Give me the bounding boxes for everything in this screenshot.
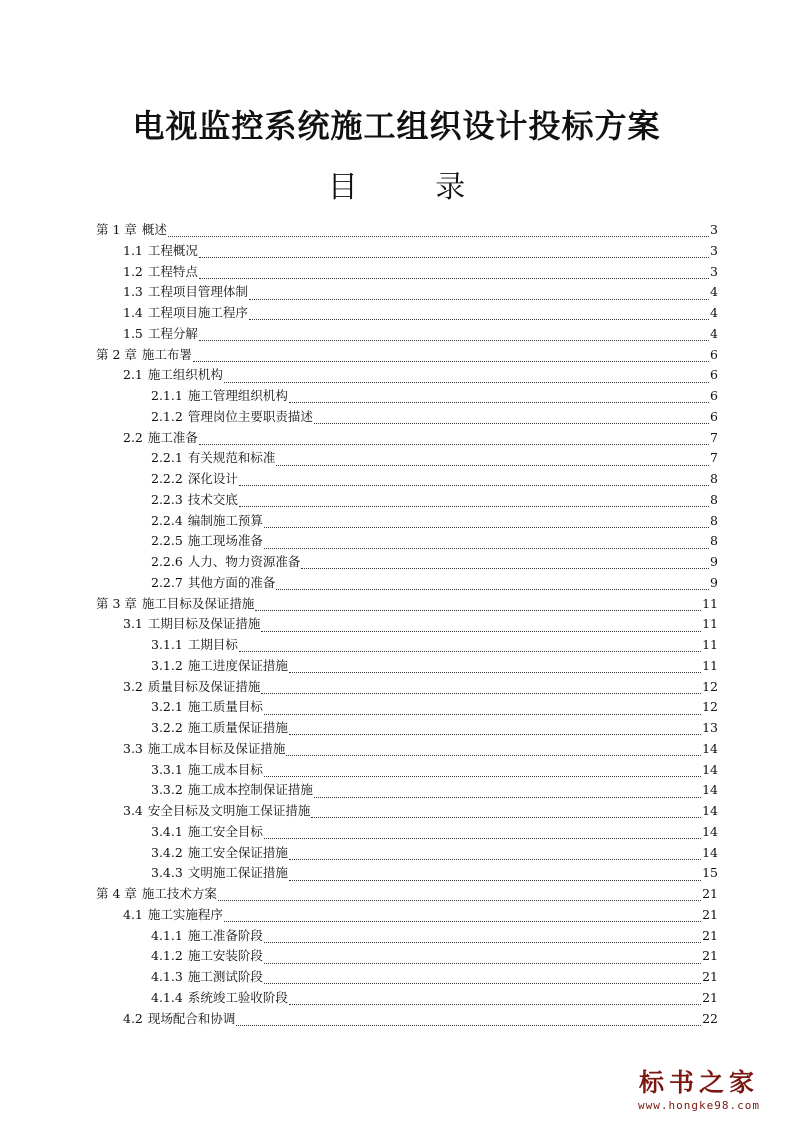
toc-dot-leader <box>311 806 701 818</box>
toc-dot-leader <box>276 454 709 466</box>
toc-entry[interactable] <box>96 365 718 386</box>
toc-dot-leader <box>289 391 709 403</box>
toc-entry-title: 编制施工预算 <box>187 512 263 528</box>
toc-entry-number: 3.3.1 <box>151 761 183 777</box>
toc-entry-title: 施工现场准备 <box>187 533 263 549</box>
toc-entry[interactable] <box>96 282 718 303</box>
toc-entry-page: 21 <box>702 969 718 984</box>
toc-entry[interactable] <box>96 552 718 573</box>
toc-entry-page: 6 <box>710 388 718 403</box>
toc-entry-page: 22 <box>702 1010 718 1026</box>
toc-entry-number: 3.2.1 <box>151 699 183 715</box>
toc-entry[interactable] <box>96 801 718 822</box>
toc-entry-title: 人力、物力资源准备 <box>187 554 301 569</box>
toc-entry-title: 施工安全保证措施 <box>187 844 288 860</box>
toc-entry-number: 1.3 <box>123 284 143 300</box>
toc-entry-page: 11 <box>702 637 718 652</box>
toc-entry[interactable] <box>96 635 718 656</box>
toc-entry[interactable] <box>96 967 718 988</box>
toc-entry[interactable] <box>96 884 718 905</box>
toc-entry-title: 管理岗位主要职责描述 <box>187 408 313 424</box>
toc-entry-title: 施工布署 <box>141 346 192 362</box>
toc-entry-title: 工期目标 <box>187 637 238 652</box>
toc-entry-page: 14 <box>702 782 718 798</box>
toc-entry[interactable] <box>96 594 718 615</box>
toc-entry[interactable] <box>96 345 718 366</box>
toc-entry-number: 3.1 <box>123 616 143 632</box>
toc-entry[interactable] <box>96 656 718 677</box>
toc-entry[interactable] <box>96 905 718 926</box>
toc-entry-page: 21 <box>702 906 718 922</box>
toc-entry-title: 工程项目施工程序 <box>147 305 248 320</box>
table-of-contents <box>96 220 718 1029</box>
toc-entry-number: 1.1 <box>123 242 143 258</box>
toc-entry[interactable] <box>96 573 718 594</box>
toc-entry-number: 1.2 <box>123 263 143 279</box>
toc-entry-page: 21 <box>702 886 718 901</box>
toc-entry-title: 施工管理组织机构 <box>187 388 288 403</box>
toc-entry-title: 技术交底 <box>187 491 238 507</box>
toc-dot-leader <box>236 1014 701 1026</box>
toc-entry-page: 9 <box>710 554 718 569</box>
toc-entry-page: 8 <box>710 471 718 486</box>
toc-entry-page: 15 <box>702 865 718 881</box>
toc-entry-page: 3 <box>710 263 718 279</box>
toc-entry-title: 深化设计 <box>187 471 238 486</box>
toc-dot-leader <box>264 765 701 777</box>
toc-entry-number: 2.2.2 <box>151 471 183 486</box>
toc-entry-number: 4.1 <box>123 906 143 922</box>
toc-entry-page: 3 <box>710 222 718 237</box>
toc-heading: 目 录 <box>327 170 488 205</box>
toc-entry-number: 第 1 章 <box>96 222 137 237</box>
toc-dot-leader <box>218 889 701 901</box>
toc-entry-number: 2.1.2 <box>151 408 183 424</box>
toc-entry-title: 施工准备 <box>147 429 198 445</box>
toc-dot-leader <box>289 848 701 860</box>
toc-entry-page: 21 <box>702 927 718 943</box>
toc-entry-title: 其他方面的准备 <box>187 574 276 590</box>
toc-entry[interactable] <box>96 780 718 801</box>
toc-entry-page: 6 <box>710 408 718 424</box>
toc-entry-page: 14 <box>702 803 718 818</box>
toc-dot-leader <box>224 371 709 383</box>
toc-entry[interactable] <box>96 220 718 241</box>
toc-entry-page: 14 <box>702 761 718 777</box>
toc-entry-page: 12 <box>702 678 718 694</box>
toc-entry[interactable] <box>96 1009 718 1030</box>
toc-entry-title: 有关规范和标准 <box>187 450 276 466</box>
toc-entry[interactable] <box>96 262 718 283</box>
toc-entry-number: 4.2 <box>123 1010 143 1026</box>
toc-entry-title: 施工组织机构 <box>147 367 223 383</box>
toc-entry-title: 施工实施程序 <box>147 906 223 922</box>
toc-entry[interactable] <box>96 760 718 781</box>
toc-entry[interactable] <box>96 946 718 967</box>
toc-entry-page: 13 <box>702 720 718 735</box>
toc-entry[interactable] <box>96 448 718 469</box>
toc-entry-title: 施工安全目标 <box>187 823 263 839</box>
toc-entry-number: 1.5 <box>123 325 143 341</box>
toc-dot-leader <box>289 869 701 881</box>
watermark-logo: 标书之家 <box>638 1068 759 1097</box>
toc-entry-title: 质量目标及保证措施 <box>147 678 261 694</box>
toc-dot-leader <box>264 516 709 528</box>
toc-entry[interactable] <box>96 863 718 884</box>
toc-dot-leader <box>314 412 709 424</box>
toc-entry-number: 2.2.1 <box>151 450 183 466</box>
toc-dot-leader <box>193 350 709 362</box>
watermark-url: www.hongke98.com <box>638 1099 760 1112</box>
toc-entry-number: 2.2.4 <box>151 512 183 528</box>
toc-entry-title: 施工成本目标及保证措施 <box>147 740 286 756</box>
toc-entry-page: 7 <box>710 450 718 466</box>
toc-entry-title: 工程分解 <box>147 325 198 341</box>
toc-entry-page: 14 <box>702 823 718 839</box>
toc-entry-number: 3.4.1 <box>151 823 183 839</box>
toc-entry-number: 3.4 <box>123 803 143 818</box>
toc-entry-number: 3.2.2 <box>151 720 183 735</box>
toc-entry-title: 工期目标及保证措施 <box>147 616 261 632</box>
watermark <box>619 1068 779 1114</box>
toc-entry[interactable] <box>96 490 718 511</box>
toc-dot-leader <box>264 537 709 549</box>
toc-entry-number: 2.2 <box>123 429 143 445</box>
toc-dot-leader <box>224 910 701 922</box>
toc-entry-title: 施工技术方案 <box>141 886 217 901</box>
toc-entry-title: 现场配合和协调 <box>147 1010 236 1026</box>
toc-entry[interactable] <box>96 511 718 532</box>
toc-entry-title: 施工成本目标 <box>187 761 263 777</box>
toc-entry-page: 8 <box>710 533 718 549</box>
toc-entry-number: 第 3 章 <box>96 595 137 611</box>
toc-entry-title: 工程项目管理体制 <box>147 284 248 300</box>
toc-entry-number: 2.1.1 <box>151 388 183 403</box>
toc-dot-leader <box>264 972 701 984</box>
toc-entry-page: 8 <box>710 512 718 528</box>
toc-entry[interactable] <box>96 614 718 635</box>
toc-entry-number: 3.2 <box>123 678 143 694</box>
toc-entry-number: 2.2.6 <box>151 554 183 569</box>
toc-dot-leader <box>264 827 701 839</box>
toc-entry-number: 3.4.2 <box>151 844 183 860</box>
toc-entry-title: 施工成本控制保证措施 <box>187 782 313 798</box>
toc-entry-number: 2.2.3 <box>151 491 183 507</box>
toc-entry[interactable] <box>96 677 718 698</box>
toc-entry-page: 14 <box>702 740 718 756</box>
toc-entry[interactable] <box>96 324 718 345</box>
toc-entry[interactable] <box>96 739 718 760</box>
toc-dot-leader <box>199 246 709 258</box>
toc-entry-number: 2.2.7 <box>151 574 183 590</box>
toc-dot-leader <box>255 599 701 611</box>
toc-entry-page: 12 <box>702 699 718 715</box>
toc-entry[interactable] <box>96 407 718 428</box>
toc-entry-number: 3.3.2 <box>151 782 183 798</box>
toc-entry-page: 11 <box>702 595 718 611</box>
toc-entry-number: 3.4.3 <box>151 865 183 881</box>
toc-entry[interactable] <box>96 386 718 407</box>
toc-entry-number: 3.3 <box>123 740 143 756</box>
toc-entry[interactable] <box>96 469 718 490</box>
toc-entry-title: 工程概况 <box>147 242 198 258</box>
toc-entry-number: 3.1.2 <box>151 657 183 673</box>
toc-dot-leader <box>289 993 701 1005</box>
toc-dot-leader <box>314 786 701 798</box>
toc-dot-leader <box>264 703 701 715</box>
toc-entry-page: 21 <box>702 948 718 964</box>
toc-dot-leader <box>249 288 709 300</box>
toc-dot-leader <box>261 682 701 694</box>
toc-entry-page: 3 <box>710 242 718 258</box>
toc-entry-number: 2.2.5 <box>151 533 183 549</box>
toc-entry[interactable] <box>96 926 718 947</box>
toc-entry[interactable] <box>96 531 718 552</box>
toc-entry-page: 4 <box>710 305 718 320</box>
toc-dot-leader <box>289 723 701 735</box>
toc-dot-leader <box>239 495 709 507</box>
toc-dot-leader <box>168 225 709 237</box>
toc-entry-page: 21 <box>702 989 718 1005</box>
toc-entry-number: 4.1.2 <box>151 948 183 964</box>
toc-dot-leader <box>286 744 701 756</box>
toc-entry-number: 2.1 <box>123 367 143 383</box>
toc-entry[interactable] <box>96 843 718 864</box>
toc-entry-page: 11 <box>702 657 718 673</box>
toc-dot-leader <box>276 578 709 590</box>
toc-entry[interactable] <box>96 303 718 324</box>
toc-dot-leader <box>249 308 709 320</box>
toc-dot-leader <box>239 640 701 652</box>
toc-dot-leader <box>261 620 701 632</box>
toc-entry-title: 概述 <box>141 222 167 237</box>
toc-entry-number: 第 4 章 <box>96 886 137 901</box>
toc-entry-number: 4.1.1 <box>151 927 183 943</box>
toc-dot-leader <box>264 931 701 943</box>
document-title: 电视监控系统施工组织设计投标方案 <box>132 107 661 145</box>
toc-entry-page: 14 <box>702 844 718 860</box>
toc-entry[interactable] <box>96 241 718 262</box>
toc-entry-title: 施工质量目标 <box>187 699 263 715</box>
toc-entry-title: 施工测试阶段 <box>187 969 263 984</box>
toc-entry-page: 7 <box>710 429 718 445</box>
toc-entry[interactable] <box>96 718 718 739</box>
toc-entry[interactable] <box>96 428 718 449</box>
toc-dot-leader <box>239 474 709 486</box>
toc-dot-leader <box>301 557 709 569</box>
toc-entry-title: 文明施工保证措施 <box>187 865 288 881</box>
toc-entry-number: 4.1.4 <box>151 989 183 1005</box>
toc-entry-page: 6 <box>710 346 718 362</box>
toc-entry-page: 4 <box>710 325 718 341</box>
toc-dot-leader <box>199 267 709 279</box>
toc-entry-title: 施工目标及保证措施 <box>141 595 255 611</box>
toc-entry-number: 第 2 章 <box>96 346 137 362</box>
toc-dot-leader <box>264 952 701 964</box>
toc-entry-title: 施工质量保证措施 <box>187 720 288 735</box>
toc-entry-page: 8 <box>710 491 718 507</box>
toc-entry[interactable] <box>96 822 718 843</box>
toc-entry[interactable] <box>96 988 718 1009</box>
toc-entry-page: 11 <box>702 616 718 632</box>
toc-entry-title: 施工准备阶段 <box>187 927 263 943</box>
toc-entry[interactable] <box>96 697 718 718</box>
toc-entry-title: 系统竣工验收阶段 <box>187 989 288 1005</box>
toc-entry-number: 4.1.3 <box>151 969 183 984</box>
toc-entry-number: 3.1.1 <box>151 637 183 652</box>
toc-dot-leader <box>289 661 701 673</box>
toc-entry-title: 施工安装阶段 <box>187 948 263 964</box>
toc-dot-leader <box>199 329 709 341</box>
toc-entry-page: 9 <box>710 574 718 590</box>
toc-entry-page: 4 <box>710 284 718 300</box>
toc-entry-number: 1.4 <box>123 305 143 320</box>
toc-entry-title: 工程特点 <box>147 263 198 279</box>
toc-entry-title: 施工进度保证措施 <box>187 657 288 673</box>
toc-dot-leader <box>199 433 709 445</box>
toc-entry-page: 6 <box>710 367 718 383</box>
toc-entry-title: 安全目标及文明施工保证措施 <box>147 803 311 818</box>
